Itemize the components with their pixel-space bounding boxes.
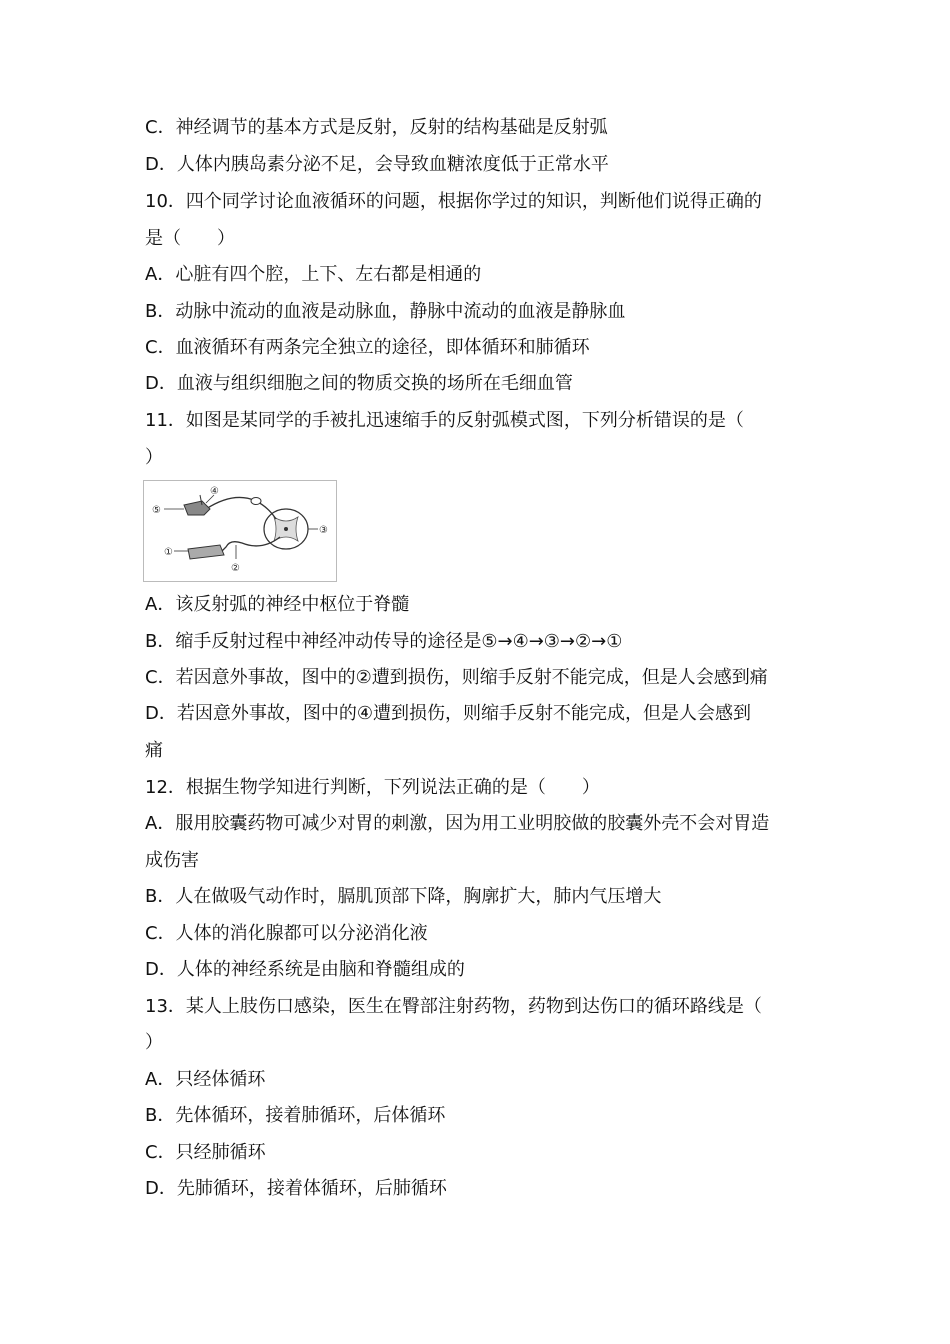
muscle (188, 545, 224, 559)
q11-stem: 11．如图是某同学的手被扎迅速缩手的反射弧模式图，下列分析错误的是（ (145, 410, 744, 431)
q10-stem: 10．四个同学讨论血液循环的问题，根据你学过的知识，判断他们说得正确的 (145, 191, 762, 212)
q10-stem-cont: 是（ ） (145, 228, 235, 249)
label-4: ④ (210, 486, 219, 497)
central-canal (284, 527, 288, 531)
q10-option-b: B．动脉中流动的血液是动脉血，静脉中流动的血液是静脉血 (145, 301, 626, 322)
label-2: ② (231, 563, 240, 574)
q9-option-c: C．神经调节的基本方式是反射，反射的结构基础是反射弧 (145, 117, 608, 138)
q11-option-d: D．若因意外事故，图中的④遭到损伤，则缩手反射不能完成，但是人会感到 (145, 703, 751, 724)
q12-option-b: B．人在做吸气动作时，膈肌顶部下降，胸廓扩大，肺内气压增大 (145, 886, 662, 907)
q13-option-a: A．只经体循环 (145, 1069, 266, 1090)
sensory-neuron (206, 497, 276, 519)
ganglion (251, 498, 261, 505)
label-3: ③ (319, 525, 328, 536)
q13-stem: 13．某人上肢伤口感染，医生在臀部注射药物，药物到达伤口的循环路线是（ (145, 996, 762, 1017)
q10-option-d: D．血液与组织细胞之间的物质交换的场所在毛细血管 (145, 373, 573, 394)
q10-option-c: C．血液循环有两条完全独立的途径，即体循环和肺循环 (145, 337, 590, 358)
hand-skin (184, 501, 210, 515)
q12-option-a-cont: 成伤害 (145, 850, 199, 871)
q11-stem-cont: ） (145, 447, 163, 468)
q12-option-c: C．人体的消化腺都可以分泌消化液 (145, 923, 428, 944)
q11-option-b: B．缩手反射过程中神经冲动传导的途径是⑤→④→③→②→① (145, 631, 623, 652)
q9-option-d: D．人体内胰岛素分泌不足，会导致血糖浓度低于正常水平 (145, 154, 609, 175)
q10-option-a: A．心脏有四个腔，上下、左右都是相通的 (145, 264, 482, 285)
motor-neuron (220, 537, 280, 553)
label-1: ① (164, 547, 173, 558)
q13-stem-cont: ） (145, 1032, 163, 1053)
q11-option-a: A．该反射弧的神经中枢位于脊髓 (145, 594, 410, 615)
q11-option-c: C．若因意外事故，图中的②遭到损伤，则缩手反射不能完成，但是人会感到痛 (145, 667, 768, 688)
reflex-arc-diagram (143, 480, 337, 582)
q12-stem: 12．根据生物学知进行判断，下列说法正确的是（ ） (145, 777, 600, 798)
label-5: ⑤ (152, 505, 161, 516)
q13-option-b: B．先体循环，接着肺循环，后体循环 (145, 1105, 446, 1126)
q12-option-a: A．服用胶囊药物可减少对胃的刺激，因为用工业明胶做的胶囊外壳不会对胃造 (145, 813, 770, 834)
q13-option-d: D．先肺循环，接着体循环，后肺循环 (145, 1178, 447, 1199)
q13-option-c: C．只经肺循环 (145, 1142, 266, 1163)
reflex-arc-svg (144, 481, 336, 581)
q11-option-d-cont: 痛 (145, 740, 163, 761)
q12-option-d: D．人体的神经系统是由脑和脊髓组成的 (145, 959, 465, 980)
